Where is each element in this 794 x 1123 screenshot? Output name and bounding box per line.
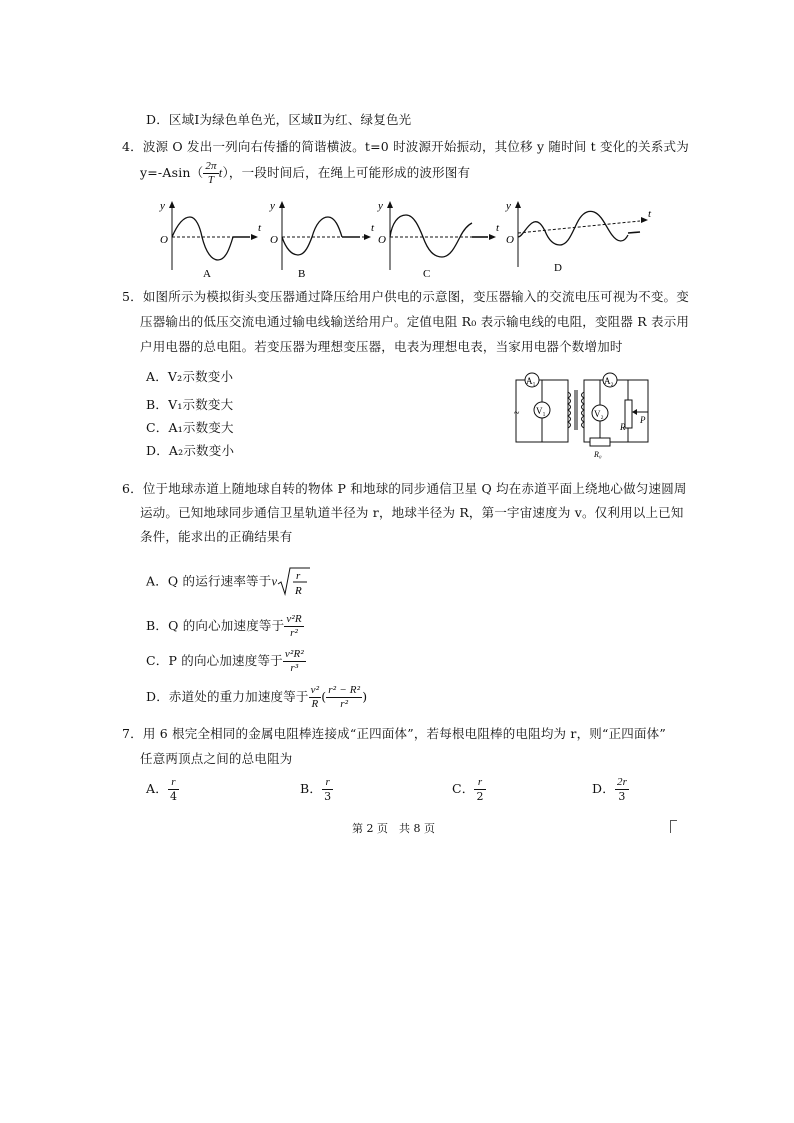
graph-c-label: C [423, 268, 431, 280]
page-corner-mark [670, 820, 677, 833]
wave-graph-c [377, 200, 500, 280]
q4-formula-prefix: y=-Asin（ [140, 165, 204, 180]
svg-text:r: r [296, 570, 301, 582]
svg-text:y: y [270, 200, 275, 212]
q4-wave-graphs [140, 195, 670, 280]
svg-text:y: y [378, 200, 383, 212]
q7-option-b: B． $\frac{r}{3}$ [300, 776, 332, 803]
q4-formula-line: y=-Asin（ $\frac{2\pi}{T}$ t），一段时间后，在绳上可能形成的波形图有 [140, 160, 471, 186]
q5-stem-line2: 压器输出的低压交流电通过输电线输送给用户。定值电阻 R₀ 表示输电线的电阻，变阻器 R 表示用 [140, 314, 690, 329]
q7-option-a: A． $\frac{r}{4}$ [146, 776, 178, 803]
q5-option-a: A．V₂示数变小 [146, 369, 234, 384]
q6-stem-line3: 条件，能求出的正确结果有 [140, 529, 293, 544]
q7-stem-line1: 7．用 6 根完全相同的金属电阻棒连接成“正四面体”，若每根电阻棒的电阻均为 r，则“正四面体” [122, 726, 666, 741]
q5-circuit-diagram [510, 368, 660, 460]
svg-text:V₂: V₂ [594, 409, 604, 419]
q6-option-a: A．Q 的运行速率等于v r R [146, 566, 311, 598]
svg-text:t: t [371, 222, 375, 234]
svg-text:~: ~ [514, 408, 520, 419]
q6-optb-fraction: $\frac{\text{v²R}}{\text{r²}}$ [286, 613, 302, 639]
q5-option-c: C．A₁示数变大 [146, 420, 234, 435]
svg-text:O: O [378, 234, 386, 246]
svg-text:R: R [295, 585, 303, 597]
page-number: 第 2 页 共 8 页 [352, 822, 435, 835]
graph-b-label: B [298, 268, 306, 280]
svg-text:O: O [270, 234, 278, 246]
graph-a-label: A [203, 268, 211, 280]
graph-a-y-label: y [160, 200, 165, 212]
svg-text:t: t [648, 208, 652, 220]
q5-stem-line3: 户用电器的总电阻。若变压器为理想变压器，电表为理想电表，当家用电器个数增加时 [140, 339, 623, 354]
svg-text:O: O [506, 234, 514, 246]
q7-option-c: C． $\frac{r}{2}$ [452, 776, 484, 803]
svg-text:R₀: R₀ [594, 450, 602, 459]
q6-option-c: C．P 的向心加速度等于 $\frac{\text{v²R²}}{\text{r³}}$ [146, 648, 304, 674]
q5-option-d: D．A₂示数变小 [146, 443, 235, 458]
q5-option-b: B．V₁示数变大 [146, 397, 234, 412]
wave-graph-a [159, 200, 262, 280]
q6-option-d: D．赤道处的重力加速度等于 $\frac{\text{v²}}{R}$ ( $\frac{\text{r² − R²}}{\text{r²}}$ ) [146, 684, 368, 710]
wave-graph-b [269, 200, 375, 280]
q7-stem-line2: 任意两顶点之间的总电阻为 [140, 751, 293, 766]
q4-formula-suffix: ），一段时间后，在绳上可能形成的波形图有 [222, 165, 471, 180]
svg-text:V₁: V₁ [536, 406, 546, 416]
q5-stem-line1: 5．如图所示为模拟街头变压器通过降压给用户供电的示意图，变压器输入的交流电压可视为不变。变 [122, 289, 689, 304]
svg-text:A₂: A₂ [604, 376, 614, 386]
wave-graph-d [505, 200, 652, 274]
svg-text:t: t [496, 222, 500, 234]
q4-formula-fraction: $\frac{2\pi}{T}$ [205, 160, 217, 186]
svg-text:t: t [258, 222, 262, 234]
graph-d-label: D [554, 262, 562, 274]
svg-text:P: P [640, 415, 646, 425]
q6-optc-fraction: $\frac{\text{v²R²}}{\text{r³}}$ [284, 648, 304, 674]
q4-stem-line1: 4．波源 O 发出一列向右传播的简谐横波。t=0 时波源开始振动，其位移 y 随时间 t 变化的关系式为 [122, 139, 689, 154]
svg-text:R: R [620, 422, 626, 432]
svg-text:O: O [160, 234, 168, 246]
svg-text:y: y [506, 200, 511, 212]
resistor-r0 [590, 438, 610, 446]
rheostat-r [625, 400, 632, 428]
sqrt-symbol [277, 566, 311, 598]
q3-option-d: D．区域Ⅰ为绿色单色光，区域Ⅱ为红、绿复色光 [146, 112, 412, 127]
svg-text:A₁: A₁ [526, 376, 536, 386]
q6-stem-line2: 运动。已知地球同步通信卫星轨道半径为 r，地球半径为 R，第一宇宙速度为 v。仅利用以上已知 [140, 505, 684, 520]
q6-stem-line1: 6．位于地球赤道上随地球自转的物体 P 和地球的同步通信卫星 Q 均在赤道平面上绕地心做匀速圆周 [122, 481, 687, 496]
q6-option-b: B．Q 的向心加速度等于 $\frac{\text{v²R}}{\text{r²}}$ [146, 613, 302, 639]
q7-option-d: D． $\frac{2r}{3}$ [592, 776, 628, 803]
